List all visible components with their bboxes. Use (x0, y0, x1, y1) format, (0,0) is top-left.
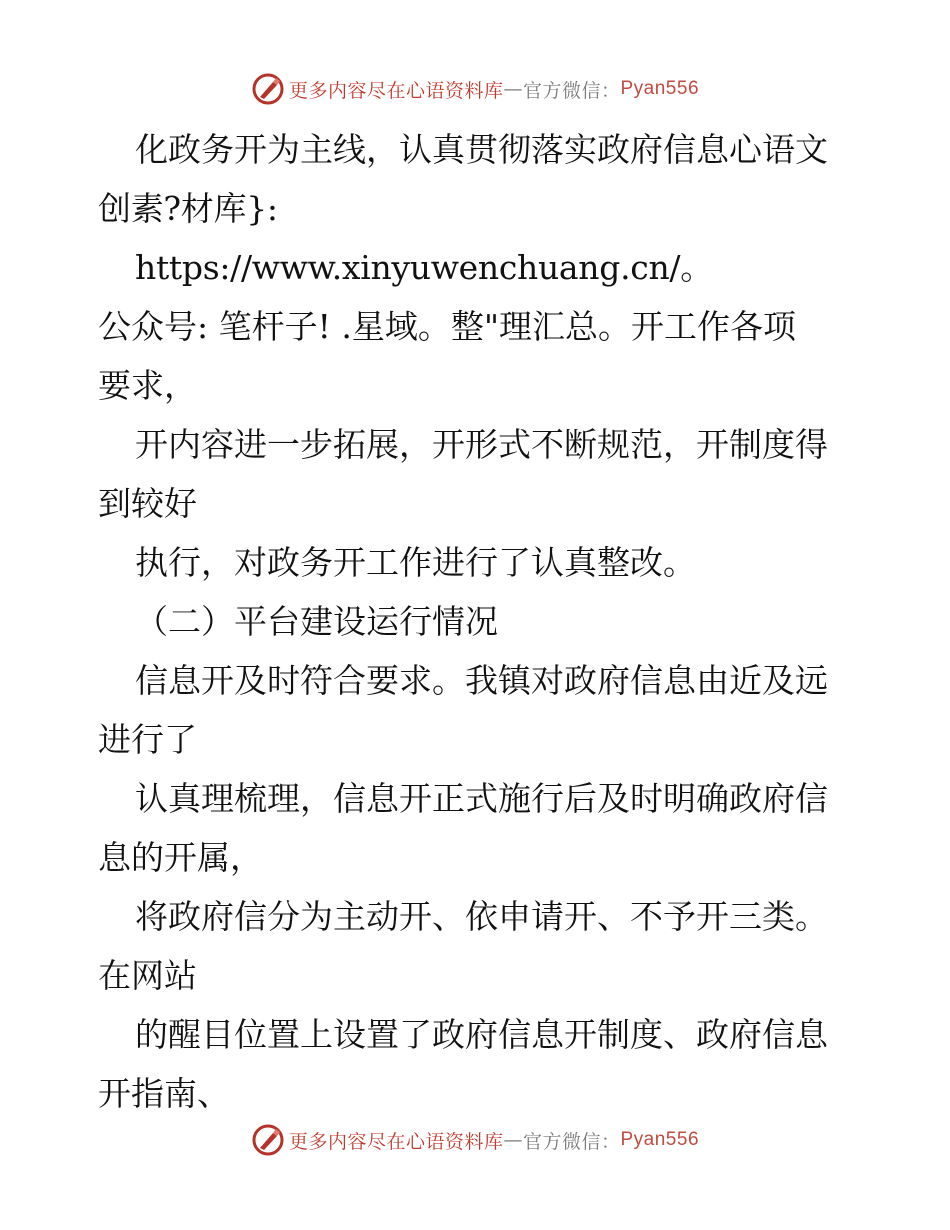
text-line: 将政府信分为主动开、依申请开、不予开三类。 (135, 897, 828, 936)
text-line: 要求， (98, 366, 197, 405)
banner-dash: — (503, 78, 523, 100)
text-line: 开内容进一步拓展，开形式不断规范，开制度得 (135, 425, 828, 464)
text-line: 的醒目位置上设置了政府信息开制度、政府信息 (135, 1015, 828, 1054)
banner-main-text: 更多内容尽在心语资料库 (288, 1130, 504, 1153)
text-line: 执行，对政务开工作进行了认真整改。 (135, 543, 696, 582)
banner-wechat-id: Pyan556 (620, 1129, 700, 1150)
pen-circle-logo-icon (251, 1123, 285, 1157)
paragraph-2 (98, 415, 858, 533)
banner-wechat-label: 官方微信： (522, 79, 621, 102)
footer-watermark-banner (0, 1123, 950, 1157)
banner-main-text: 更多内容尽在心语资料库 (288, 79, 504, 102)
text-line: 认真理梳理，信息开正式施行后及时明确政府信 (135, 779, 828, 818)
paragraph-3 (98, 533, 858, 592)
heading-text: （二）平台建设运行情况 (135, 602, 498, 641)
pen-circle-logo-icon (251, 72, 285, 106)
text-line: 息的开属， (98, 838, 263, 877)
document-body (98, 120, 858, 1123)
banner-wechat-label: 官方微信： (522, 1130, 621, 1153)
text-line: 在网站 (98, 956, 197, 995)
text-line: 到较好 (98, 484, 197, 523)
paragraph-5 (98, 651, 858, 769)
section-heading (98, 592, 858, 651)
paragraph-8 (98, 1005, 858, 1123)
banner-dash: — (503, 1129, 523, 1151)
paragraph-7 (98, 887, 858, 1005)
text-line: 创素?材库}: https://www.xinyuwenchuang.cn/。 (98, 189, 713, 287)
banner-wechat-id: Pyan556 (620, 78, 700, 99)
paragraph-6 (98, 769, 858, 887)
text-line: 化政务开为主线，认真贯彻落实政府信息心语文 (135, 130, 828, 169)
paragraph-1 (98, 120, 858, 415)
header-watermark-banner (0, 72, 950, 106)
text-line: 信息开及时符合要求。我镇对政府信息由近及远 (135, 661, 828, 700)
text-line: 进行了 (98, 720, 197, 759)
text-line: 公众号: 笔杆子! .星域。整"理汇总。开工作各项 (98, 307, 797, 346)
text-line: 开指南、 (98, 1074, 230, 1113)
